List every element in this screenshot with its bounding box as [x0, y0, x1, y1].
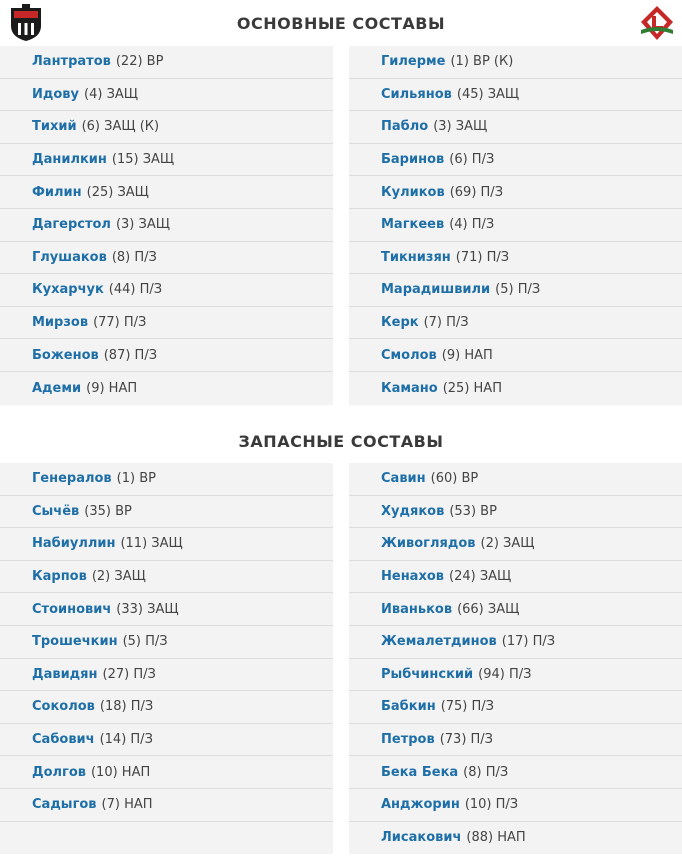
player-number-position: (27) П/З [102, 666, 156, 682]
starting-header [0, 0, 682, 46]
player-number-position: (18) П/З [99, 699, 154, 715]
player-name-link[interactable]: Лисакович [381, 830, 462, 846]
player-name-link[interactable]: Тикнизян [381, 249, 451, 265]
player-row [349, 626, 682, 659]
player-name-link[interactable]: Идову [32, 86, 80, 102]
player-name-link[interactable]: Магкеев [381, 217, 445, 233]
player-number-position: (1) ВР [116, 471, 156, 487]
player-number-position: (9) НАП [441, 347, 493, 363]
player-row [349, 659, 682, 692]
starting-lineups-title: ОСНОВНЫЕ СОСТАВЫ [236, 13, 446, 33]
player-row [349, 307, 682, 340]
player-name-link[interactable]: Смолов [381, 347, 437, 363]
starting-home-list [0, 46, 333, 405]
player-number-position: (10) П/З [464, 797, 519, 813]
player-name-link[interactable]: Ненахов [381, 569, 444, 585]
player-row [0, 626, 333, 659]
player-name-link[interactable]: Трошечкин [32, 634, 118, 650]
player-number-position: (6) П/З [449, 152, 495, 168]
player-row [0, 274, 333, 307]
player-row [0, 111, 333, 144]
player-number-position: (88) НАП [466, 830, 526, 846]
player-name-link[interactable]: Петров [381, 732, 435, 748]
starting-away-list [349, 46, 682, 405]
player-number-position: (8) П/З [463, 764, 509, 780]
player-name-link[interactable]: Рыбчинский [381, 666, 474, 682]
player-name-link[interactable]: Филин [32, 184, 82, 200]
player-row [349, 242, 682, 275]
away-team-crest-icon[interactable] [638, 4, 676, 42]
player-number-position: (75) П/З [440, 699, 494, 715]
player-row [349, 724, 682, 757]
player-number-position: (45) ЗАЩ [456, 86, 520, 102]
player-row [349, 176, 682, 209]
player-name-link[interactable]: Пабло [381, 119, 429, 135]
player-name-link[interactable]: Сычёв [32, 503, 80, 519]
player-name-link[interactable]: Стоинович [32, 601, 112, 617]
player-number-position: (35) ВР [84, 503, 132, 519]
player-number-position: (15) ЗАЩ [111, 152, 175, 168]
player-row [0, 176, 333, 209]
player-number-position: (66) ЗАЩ [457, 601, 520, 617]
substitutes-title: ЗАПАСНЫЕ СОСТАВЫ [238, 431, 444, 451]
player-number-position: (5) П/З [122, 634, 168, 650]
player-name-link[interactable]: Соколов [32, 699, 95, 715]
player-row [349, 339, 682, 372]
player-name-link[interactable]: Набиуллин [32, 536, 116, 552]
player-name-link[interactable]: Тихий [32, 119, 77, 135]
player-name-link[interactable]: Адеми [32, 380, 82, 396]
player-number-position: (7) НАП [101, 797, 153, 813]
player-name-link[interactable]: Данилкин [32, 152, 107, 168]
player-number-position: (5) П/З [495, 282, 541, 298]
player-number-position: (25) НАП [442, 380, 502, 396]
player-number-position: (14) П/З [99, 732, 153, 748]
player-number-position: (22) ВР [115, 54, 164, 70]
player-number-position: (11) ЗАЩ [120, 536, 183, 552]
player-number-position: (1) ВР (К) [450, 54, 514, 70]
player-number-position: (17) П/З [501, 634, 556, 650]
player-row [349, 79, 682, 112]
player-row [349, 756, 682, 789]
player-name-link[interactable]: Долгов [32, 764, 86, 780]
player-row [0, 46, 333, 79]
player-row [0, 496, 333, 529]
substitutes-away-list [349, 463, 682, 854]
player-number-position: (87) П/З [103, 347, 158, 363]
player-row [349, 822, 682, 855]
player-name-link[interactable]: Марадишвили [381, 282, 491, 298]
player-row [0, 724, 333, 757]
player-number-position: (25) ЗАЩ [86, 184, 149, 200]
player-name-link[interactable]: Сабович [32, 732, 95, 748]
player-number-position: (71) П/З [455, 249, 510, 265]
player-name-link[interactable]: Мирзов [32, 315, 89, 331]
player-name-link[interactable]: Генералов [32, 471, 112, 487]
player-name-link[interactable]: Лантратов [32, 54, 111, 70]
home-team-crest-icon[interactable] [8, 4, 44, 42]
player-name-link[interactable]: Боженов [32, 347, 99, 363]
player-row [0, 561, 333, 594]
player-number-position: (77) П/З [93, 315, 147, 331]
player-number-position: (53) ВР [449, 503, 497, 519]
player-row [0, 528, 333, 561]
player-row [349, 561, 682, 594]
player-name-link[interactable]: Анджорин [381, 797, 460, 813]
player-name-link[interactable]: Савин [381, 471, 426, 487]
player-row [0, 79, 333, 112]
player-row [0, 144, 333, 177]
player-name-link[interactable]: Дагерстол [32, 217, 111, 233]
player-number-position: (24) ЗАЩ [449, 569, 512, 585]
player-number-position: (7) П/З [423, 315, 469, 331]
player-number-position: (4) ЗАЩ [84, 86, 139, 102]
player-number-position: (2) ЗАЩ [91, 569, 146, 585]
player-number-position: (3) ЗАЩ [115, 217, 170, 233]
player-row [0, 822, 333, 855]
player-number-position: (60) ВР [430, 471, 479, 487]
player-number-position: (73) П/З [439, 732, 494, 748]
player-name-link[interactable]: Живоглядов [381, 536, 476, 552]
player-row [349, 274, 682, 307]
player-row [0, 593, 333, 626]
player-number-position: (33) ЗАЩ [116, 601, 179, 617]
player-number-position: (4) П/З [449, 217, 495, 233]
player-name-link[interactable]: Баринов [381, 152, 445, 168]
player-row [349, 496, 682, 529]
player-name-link[interactable]: Иваньков [381, 601, 453, 617]
player-name-link[interactable]: Карпов [32, 569, 87, 585]
player-name-link[interactable]: Глушаков [32, 249, 107, 265]
player-row [0, 659, 333, 692]
player-name-link[interactable]: Сильянов [381, 86, 452, 102]
player-row [0, 789, 333, 822]
player-number-position: (69) П/З [449, 184, 504, 200]
player-row [0, 756, 333, 789]
player-row [349, 593, 682, 626]
player-row [349, 209, 682, 242]
player-number-position: (3) ЗАЩ [433, 119, 488, 135]
player-name-link[interactable]: Худяков [381, 503, 445, 519]
player-row [349, 111, 682, 144]
player-name-link[interactable]: Керк [381, 315, 419, 331]
player-name-link[interactable]: Давидян [32, 666, 98, 682]
substitutes-header [0, 422, 682, 460]
player-name-link[interactable]: Жемалетдинов [381, 634, 497, 650]
substitutes-home-list [0, 463, 333, 854]
player-number-position: (6) ЗАЩ (К) [81, 119, 160, 135]
player-row [349, 46, 682, 79]
player-number-position: (2) ЗАЩ [480, 536, 535, 552]
player-name-link[interactable]: Куликов [381, 184, 445, 200]
player-name-link[interactable]: Кухарчук [32, 282, 104, 298]
player-row [349, 789, 682, 822]
player-number-position: (94) П/З [478, 666, 532, 682]
player-number-position: (8) П/З [111, 249, 157, 265]
player-row [0, 209, 333, 242]
player-row [349, 144, 682, 177]
player-row [349, 691, 682, 724]
player-row [0, 691, 333, 724]
player-row [0, 372, 333, 405]
player-name-link[interactable]: Садыгов [32, 797, 97, 813]
player-number-position: (10) НАП [90, 764, 151, 780]
player-name-link[interactable]: Бабкин [381, 699, 436, 715]
player-name-link[interactable]: Гилерме [381, 54, 446, 70]
player-number-position: (9) НАП [86, 380, 138, 396]
player-row [0, 307, 333, 340]
player-row [349, 528, 682, 561]
player-name-link[interactable]: Камано [381, 380, 438, 396]
player-row [0, 242, 333, 275]
player-number-position: (44) П/З [108, 282, 163, 298]
player-row [349, 372, 682, 405]
player-row [0, 463, 333, 496]
player-row [349, 463, 682, 496]
player-name-link[interactable]: Бека Бека [381, 764, 459, 780]
player-row [0, 339, 333, 372]
